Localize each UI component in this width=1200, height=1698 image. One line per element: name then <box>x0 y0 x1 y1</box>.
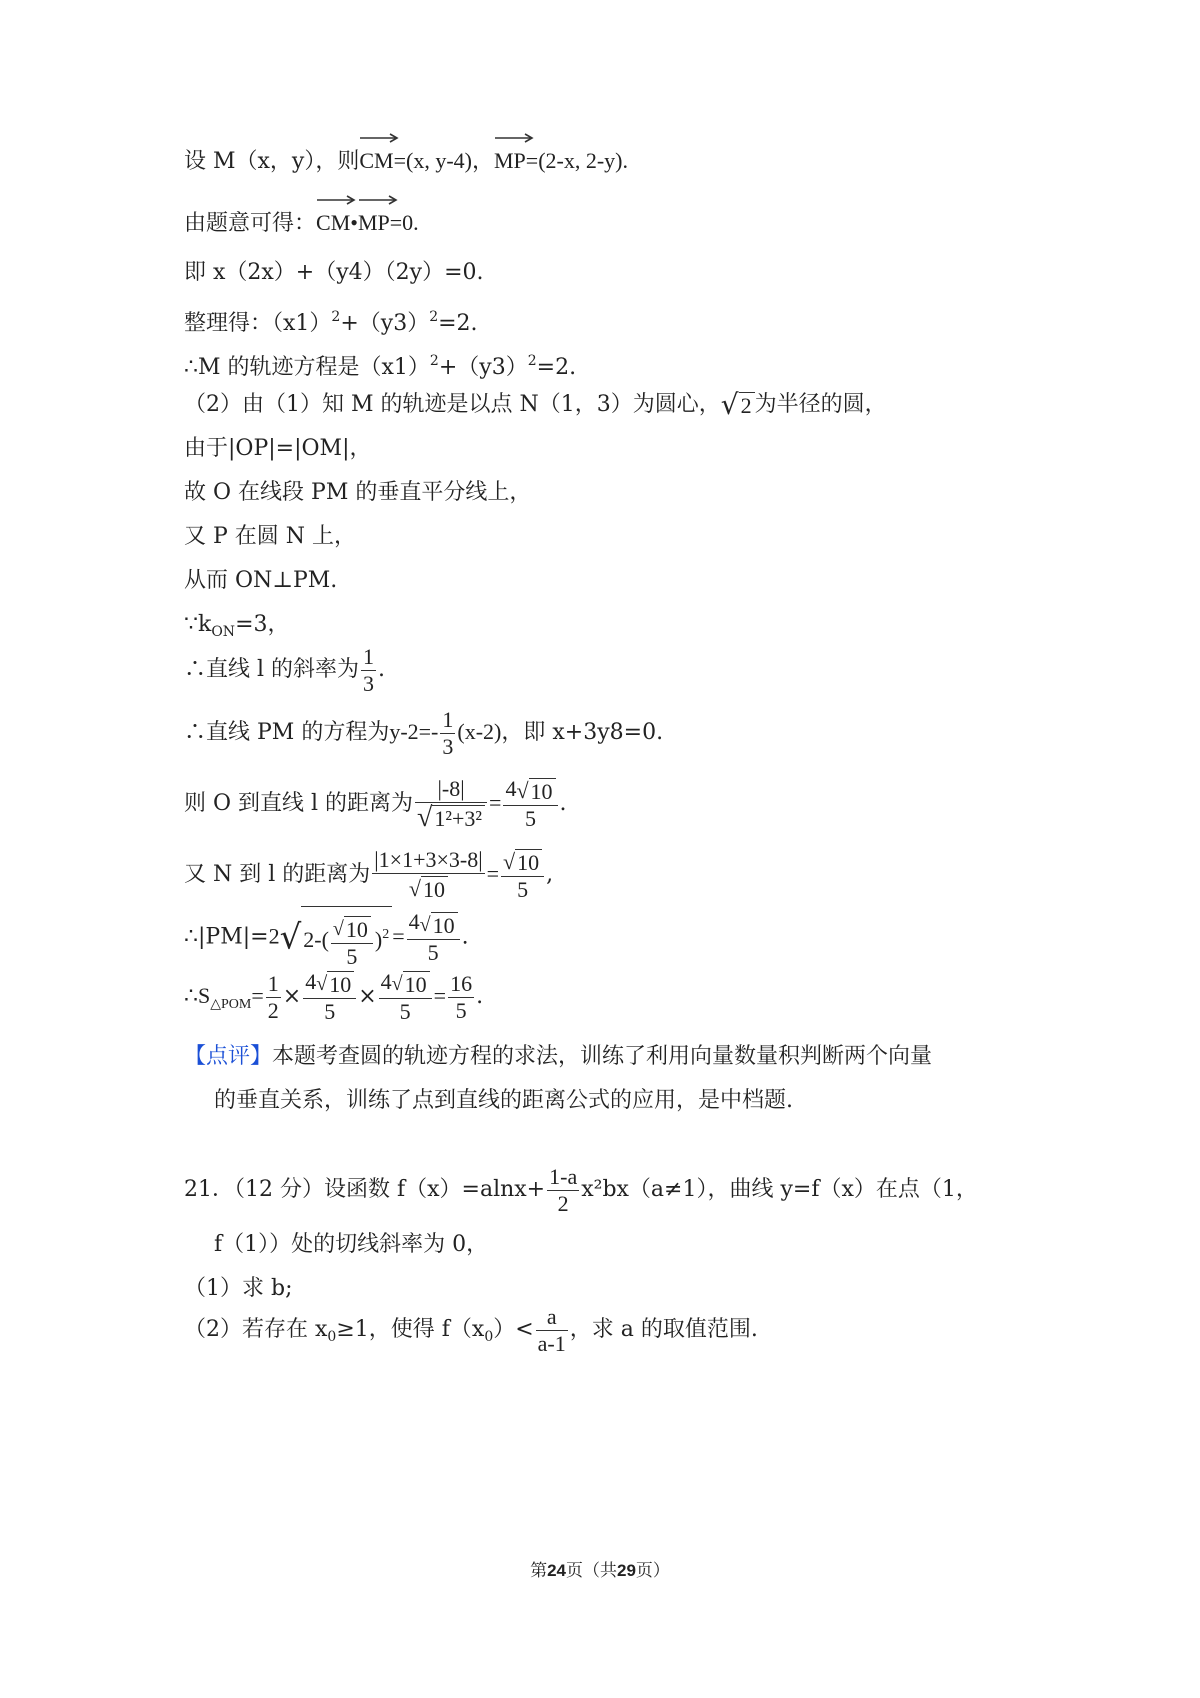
fraction: $\frac{1}{3}$ <box>363 643 375 696</box>
question-21-part-2: （2）若存在 $x_0\ge 1$，使得 $f(x_0)<$ $\frac{a}{a-1}$ ，求 a 的取值范围. <box>184 1303 758 1356</box>
fraction: $\frac{a}{a-1}$ <box>537 1303 566 1356</box>
solution-line-4: 整理得：$(x1)^2+(y3)^2=2$. <box>184 309 478 336</box>
vector-mp: MP <box>494 146 526 176</box>
fraction-result: $\frac{√10}{5}$ <box>501 848 544 902</box>
solution-line-8: 故 O 在线段 PM 的垂直平分线上， <box>184 480 532 505</box>
comment-line-1 <box>184 1042 932 1072</box>
comment-tag: 【点评】 <box>184 1044 273 1069</box>
text: =(2-x, 2-y). <box>525 148 629 173</box>
comment-text: 本题考查圆的轨迹方程的求法，训练了利用向量数量积判断两个向量 <box>272 1044 933 1069</box>
fraction-distance-o: $\frac{|-8|}{\text{√1²+3²}}$ <box>415 777 487 831</box>
vector-mp: MP <box>358 208 390 238</box>
page-footer: 第24页（共29页） <box>530 1561 670 1581</box>
fraction: $\frac{1-a}{2}$ <box>549 1163 578 1216</box>
question-21-part-1: （1）求 b; <box>184 1276 293 1301</box>
question-21-line-2: f（1））处的切线斜率为 0， <box>214 1232 489 1257</box>
solution-line-12: ∴直线 l 的斜率为 $\frac{1}{3}$ . <box>184 643 386 696</box>
solution-line-1 <box>184 146 628 177</box>
solution-line-15: 又 N 到 l 的距离为 $\frac{|1\times 1+3\times 3-8|}{√10}$ = $\frac{√10}{5}$ , <box>184 846 554 903</box>
question-21-line-1: 21．（12 分）设函数 f（x）=alnx+ $\frac{1-a}{2}$ x²bx（a≠1），曲线 y=f（x）在点（1， <box>184 1163 978 1216</box>
solution-line-10: 从而 ON⊥PM. <box>184 568 338 593</box>
solution-line-14: 则 O 到直线 l 的距离为 $\frac{|-8|}{\text{√1²+3²}}$ = $\frac{4√10}{5}$ . <box>184 775 567 834</box>
solution-line-5: ∴M 的轨迹方程是$(x1)^2+(y3)^2=2$. <box>184 353 577 380</box>
sqrt-expression: √2-( $\frac{√10}{5}$ )$^2$ <box>280 906 393 969</box>
solution-line-16: ∴|PM|=2√2-( $\frac{√10}{5}$ )$^2$ = $\frac{4√10}{5}$ . <box>184 906 469 969</box>
vector-cm: CM <box>316 208 350 238</box>
fraction-result: $\frac{4√10}{5}$ <box>503 777 557 831</box>
solution-line-9: 又 P 在圆 N 上， <box>184 524 357 549</box>
text: =0. <box>389 210 419 235</box>
total-pages: 29 <box>617 1561 636 1580</box>
solution-line-7: 由于|OP|=|OM|， <box>184 436 372 461</box>
solution-line-11: $\because k_{ON}=3$， <box>184 612 290 640</box>
fraction-result: $\frac{4√10}{5}$ <box>407 910 460 964</box>
text: =(x, y-4)， <box>393 148 494 173</box>
sqrt-2: √2 <box>721 390 755 420</box>
solution-line-2 <box>184 208 419 239</box>
comment-line-2: 的垂直关系，训练了点到直线的距离公式的应用，是中档题. <box>214 1088 793 1113</box>
page-number: 24 <box>547 1561 566 1580</box>
dot-operator: • <box>350 210 358 235</box>
text: 设 M（x，y），则 <box>184 149 360 174</box>
fraction-distance-n: $\frac{|1\times 1+3\times 3-8|}{√10}$ <box>374 846 483 903</box>
vector-cm: CM <box>359 146 393 176</box>
text: 由题意可得： <box>184 211 317 236</box>
solution-line-17: $\therefore S_{\triangle POM}=$ $\frac{1}{2}$ × $\frac{4√10}{5}$ × $\frac{4√10}{5}$ = $\frac{16}{5}$ . <box>184 968 484 1025</box>
solution-line-3: 即 x（2x）+（y4）（2y）=0. <box>184 260 484 285</box>
solution-line-13: ∴直线 PM 的方程为y-2=- $\frac{1}{3}$ (x-2)，即 x+3y8=0. <box>184 706 664 759</box>
solution-line-6: （2）由（1）知 M 的轨迹是以点 N（1，3）为圆心，√2 为半径的圆， <box>184 388 887 421</box>
fraction: $\frac{1}{3}$ <box>442 706 454 759</box>
